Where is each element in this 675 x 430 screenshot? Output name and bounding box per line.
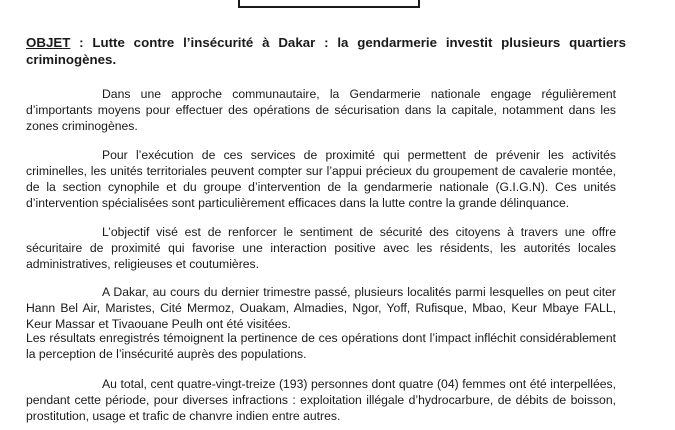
paragraph-arrests: Au total, cent quatre-vingt-treize (193) personnes dont quatre (04) femmes ont été interpellées, pendant cette période, pour diverses infractions : exploitation illégale d’hydrocarbure, de débits de boisson, prostitution, usage et trafic de chanvre indien entre autres. <box>26 377 616 423</box>
subject-text: : Lutte contre l’insécurité à Dakar : la gendarmerie investit plusieurs quartiers criminogènes. <box>26 35 626 67</box>
paragraph-intro: Dans une approche communautaire, la Gendarmerie nationale engage régulièrement d’importants moyens pour effectuer des opérations de sécurisation dans la capitale, notamment dans les zones criminogènes. <box>26 87 616 133</box>
paragraph-units: Pour l’exécution de ces services de proximité qui permettent de prévenir les activités criminelles, les unités territoriales peuvent compter sur l’appui précieux du groupement de cavalerie montée, de la section cynophile et du groupe d’intervention de la gendarmerie nationale (G.I.G.N). Ces unités d’intervention spécialisées sont particulièrement efficaces dans la lutte contre la grande délinquance. <box>26 148 616 210</box>
title-box <box>238 0 420 8</box>
paragraph-results: Les résultats enregistrés témoignent la pertinence de ces opérations dont l’impact infléchit considérablement la perception de l’insécurité auprès des populations. <box>26 331 616 361</box>
subject-line <box>26 34 626 68</box>
paragraph-localities: A Dakar, au cours du dernier trimestre passé, plusieurs localités parmi lesquelles on peut citer Hann Bel Air, Maristes, Cité Mermoz, Ouakam, Almadies, Ngor, Yoff, Rufisque, Mbao, Keur Mbaye FALL, Keur Massar et Tivaouane Peulh ont été visitées. <box>26 285 616 331</box>
subject-label: OBJET <box>26 35 71 50</box>
paragraph-objective: L’objectif visé est de renforcer le sentiment de sécurité des citoyens à travers une offre sécuritaire de proximité qui favorise une interaction positive avec les résidents, les autorités locales administratives, religieuses et coutumières. <box>26 225 616 271</box>
